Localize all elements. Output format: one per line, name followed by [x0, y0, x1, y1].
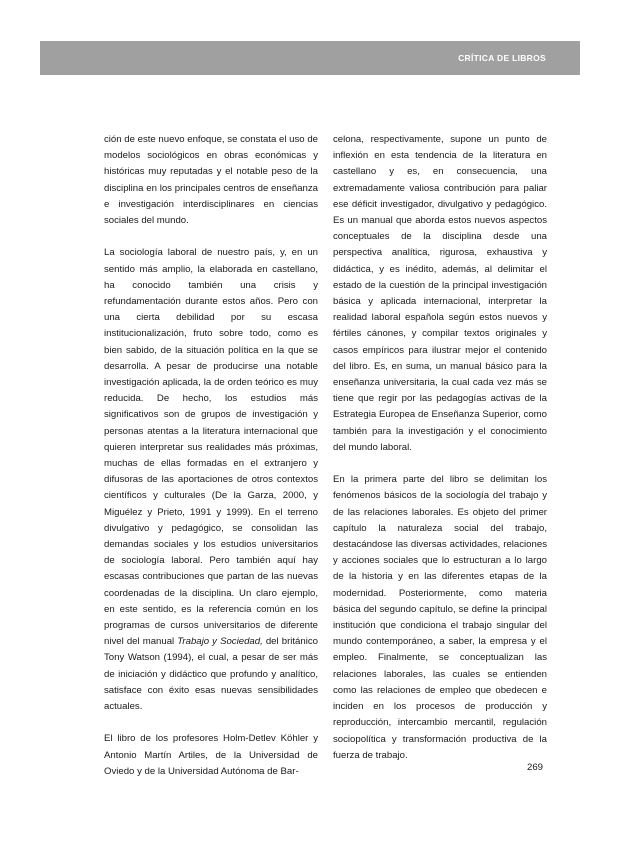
- page-number: 269: [527, 762, 544, 773]
- paragraph: [104, 245, 318, 715]
- paragraph-text: del británico Tony Watson (1994), el cual, a pesar de ser más de iniciación y didáctico que profundo y analítico, satisface con éxito esas nuevas sensibilidades actuales.: [104, 636, 318, 713]
- left-text-column: [104, 132, 318, 796]
- book-title-italic: Trabajo y Sociedad,: [177, 636, 263, 648]
- right-text-column: [333, 132, 547, 780]
- paragraph: ción de este nuevo enfoque, se constata el uso de modelos sociológicos en obras económicas y históricas muy reputadas y el notable peso de la disciplina en los principales centros de enseñanza e investigación interdisciplinares en ciencias sociales del mundo.: [104, 134, 318, 227]
- section-header-bar: [40, 41, 580, 75]
- paragraph: El libro de los profesores Holm-Detlev Köhler y Antonio Martín Artiles, de la Universidad de Oviedo y de la Universidad Autónoma de Bar-: [104, 733, 318, 777]
- paragraph: celona, respectivamente, supone un punto de inflexión en esta tendencia de la literatura en castellano y es, en consecuencia, una extremadamente valiosa contribución para paliar ese déficit investigador, divulgativo y pedagógico. Es un manual que aborda estos nuevos aspectos conceptuales de la disciplina desde una perspectiva analítica, rigurosa, exhaustiva y didáctica, y es inédito, además, al delimitar el estado de la cuestión de la principal investigación básica y aplicada internacional, interpretar la realidad laboral española según estos nuevos y fértiles cánones, y compilar textos originales y casos empíricos para ilustrar mejor el contenido del libro. Es, en suma, un manual básico para la enseñanza universitaria, la cual cada vez más se tiene que regir por las pedagogías activas de la Estrategia Europea de Enseñanza Superior, como también para la investigación y el conocimiento del mundo laboral.: [333, 134, 547, 453]
- paragraph: En la primera parte del libro se delimitan los fenómenos básicos de la sociología del trabajo y de las relaciones laborales. Es objeto del primer capítulo la naturaleza social del trabajo, destacándose las diversas actividades, relaciones y acciones sociales que lo estructuran a lo largo de la historia y en las diferentes etapas de la modernidad. Posteriormente, como materia básica del segundo capítulo, se define la principal institución que condiciona el trabajo singular del mundo contemporáneo, a saber, la empresa y el empleo. Finalmente, se conceptualizan las relaciones laborales, las cuales se entienden como las relaciones de empleo que obedecen e inciden en los procesos de producción y reproducción, intercambio mercantil, regulación sociopolítica y transformación productiva de la fuerza de trabajo.: [333, 474, 547, 761]
- section-title: CRÍTICA DE LIBROS: [458, 53, 546, 63]
- paragraph-text: La sociología laboral de nuestro país, y, en un sentido más amplio, la elaborada en castellano, ha conocido también una crisis y refundamentación durante estos años. Pero con una cierta debilidad por su escasa institucionalización, fruto sobre todo, como es bien sabido, de la situación política en la que se desarrolla. A pesar de producirse una notable investigación aplicada, la de orden teórico es muy reducida. De hecho, los estudios más significativos son de grupos de investigación y personas atentas a la literatura internacional que quieren interpretar sus realidades más próximas, muchas de ellas formadas en el extranjero y difusoras de las aportaciones de otros contextos científicos y culturales (De la Garza, 2000, y Miguélez y Prieto, 1991 y 1999). En el terreno divulgativo y pedagógico, se consolidan las demandas sociales y los estudios universitarios de sociología laboral. Pero también aquí hay escasas contribuciones que partan de las nuevas coordenadas de la disciplina. Un claro ejemplo, en este sentido, es la referencia común en los programas de cursos universitarios de diferente nivel del manual: [104, 247, 318, 648]
